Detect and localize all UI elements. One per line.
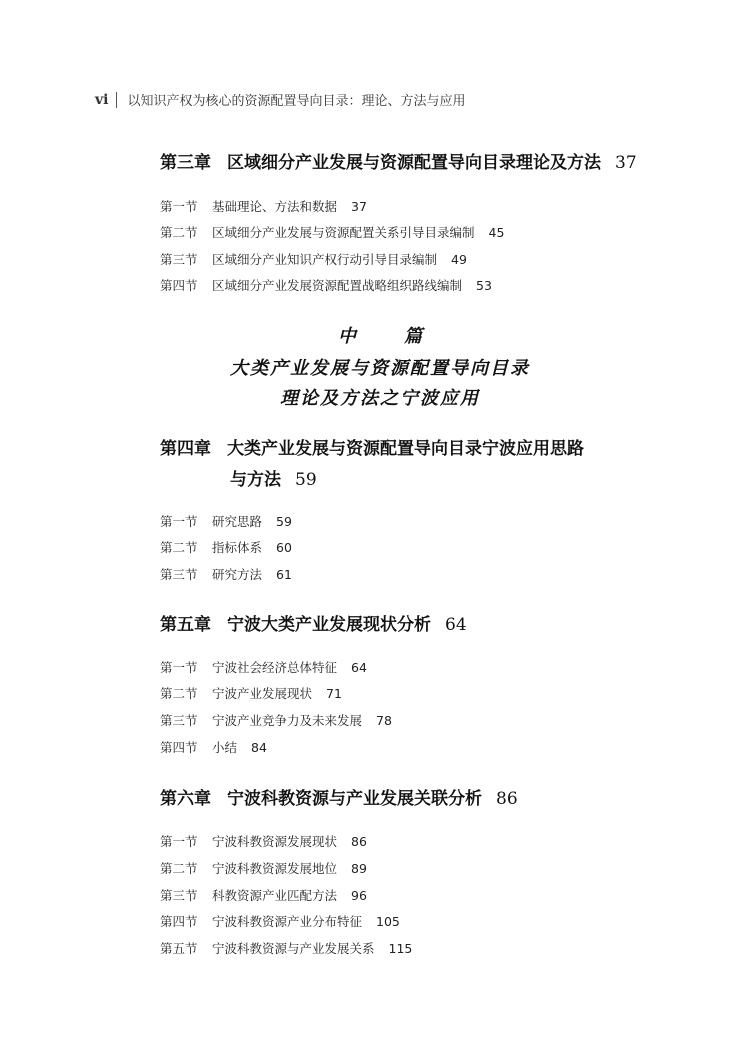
chapter-number: 第五章 — [160, 615, 211, 635]
section-number: 第三节 — [160, 252, 198, 267]
toc-section[interactable] — [160, 197, 367, 215]
section-title: 小结 — [212, 740, 238, 755]
section-number: 第一节 — [160, 199, 198, 214]
section-title: 宁波产业竞争力及未来发展 — [212, 713, 363, 728]
toc-section[interactable] — [160, 912, 400, 930]
section-page: 49 — [451, 252, 467, 267]
section-number: 第二节 — [160, 686, 198, 701]
section-title: 基础理论、方法和数据 — [212, 199, 338, 214]
section-number: 第四节 — [160, 740, 198, 755]
book-title: 以知识产权为核心的资源配置导向目录：理论、方法与应用 — [127, 94, 466, 109]
toc-chapter-5[interactable] — [160, 610, 467, 635]
chapter-page: 59 — [295, 470, 317, 490]
chapter-page: 86 — [496, 789, 518, 809]
section-title: 宁波科教资源发展现状 — [212, 834, 338, 849]
section-title: 研究思路 — [212, 514, 263, 529]
part-title-line1: 大类产业发展与资源配置导向目录 — [230, 358, 530, 379]
header-divider — [116, 92, 117, 108]
chapter-page: 64 — [445, 615, 467, 635]
toc-section[interactable] — [160, 223, 504, 241]
toc-chapter-4[interactable] — [160, 434, 584, 490]
toc-section[interactable] — [160, 738, 267, 756]
section-title: 宁波科教资源发展地位 — [212, 861, 338, 876]
toc-section[interactable] — [160, 832, 367, 850]
chapter-number: 第三章 — [160, 153, 211, 173]
section-page: 59 — [276, 514, 292, 529]
section-page: 61 — [276, 567, 292, 582]
section-number: 第三节 — [160, 567, 198, 582]
section-page: 89 — [351, 861, 367, 876]
section-title: 区域细分产业知识产权行动引导目录编制 — [212, 252, 438, 267]
section-number: 第二节 — [160, 861, 198, 876]
chapter-title: 宁波科教资源与产业发展关联分析 — [227, 789, 482, 809]
section-page: 96 — [351, 888, 367, 903]
section-title: 区域细分产业发展与资源配置关系引导目录编制 — [212, 225, 475, 240]
section-page: 86 — [351, 834, 367, 849]
toc-section[interactable] — [160, 250, 467, 268]
section-page: 115 — [388, 941, 413, 956]
section-number: 第五节 — [160, 941, 198, 956]
section-page: 53 — [476, 278, 492, 293]
toc-chapter-6[interactable] — [160, 784, 518, 809]
toc-chapter-3[interactable] — [160, 148, 637, 173]
section-page: 105 — [376, 914, 400, 929]
toc-section[interactable] — [160, 939, 412, 957]
section-title: 指标体系 — [212, 540, 263, 555]
section-page: 71 — [326, 686, 342, 701]
section-page: 45 — [488, 225, 505, 240]
section-title: 研究方法 — [212, 567, 263, 582]
section-title: 宁波社会经济总体特征 — [212, 660, 338, 675]
section-number: 第二节 — [160, 540, 198, 555]
chapter-title: 大类产业发展与资源配置导向目录宁波应用思路 — [227, 439, 584, 459]
toc-section[interactable] — [160, 711, 392, 729]
section-page: 84 — [251, 740, 267, 755]
chapter-title: 宁波大类产业发展现状分析 — [227, 615, 431, 635]
section-number: 第四节 — [160, 914, 198, 929]
section-page: 78 — [376, 713, 392, 728]
chapter-page: 37 — [615, 153, 637, 173]
chapter-number: 第四章 — [160, 439, 211, 459]
section-page: 37 — [351, 199, 367, 214]
toc-section[interactable] — [160, 658, 367, 676]
section-title: 宁波科教资源产业分布特征 — [212, 914, 363, 929]
section-number: 第三节 — [160, 713, 198, 728]
toc-section[interactable] — [160, 565, 292, 583]
section-page: 60 — [276, 540, 292, 555]
section-number: 第一节 — [160, 514, 198, 529]
toc-section[interactable] — [160, 276, 492, 294]
chapter-title-cont: 与方法 — [230, 470, 281, 490]
section-title: 区域细分产业发展资源配置战略组织路线编制 — [212, 278, 463, 293]
section-title: 科教资源产业匹配方法 — [212, 888, 338, 903]
chapter-number: 第六章 — [160, 789, 211, 809]
section-number: 第一节 — [160, 660, 198, 675]
section-number: 第三节 — [160, 888, 198, 903]
section-number: 第二节 — [160, 225, 198, 240]
section-title: 宁波科教资源与产业发展关系 — [212, 941, 375, 956]
toc-section[interactable] — [160, 886, 367, 904]
page-folio: vi — [95, 91, 109, 108]
part-label — [160, 322, 600, 348]
chapter-title: 区域细分产业发展与资源配置导向目录理论及方法 — [227, 153, 601, 173]
toc-section[interactable] — [160, 538, 292, 556]
toc-section[interactable] — [160, 859, 367, 877]
running-header — [95, 90, 465, 109]
part-label-text: 中篇 — [338, 326, 470, 347]
part-title-line2: 理论及方法之宁波应用 — [280, 388, 480, 409]
section-number: 第四节 — [160, 278, 198, 293]
toc-section[interactable] — [160, 684, 342, 702]
section-title: 宁波产业发展现状 — [212, 686, 313, 701]
section-number: 第一节 — [160, 834, 198, 849]
toc-section[interactable] — [160, 512, 292, 530]
section-page: 64 — [351, 660, 367, 675]
